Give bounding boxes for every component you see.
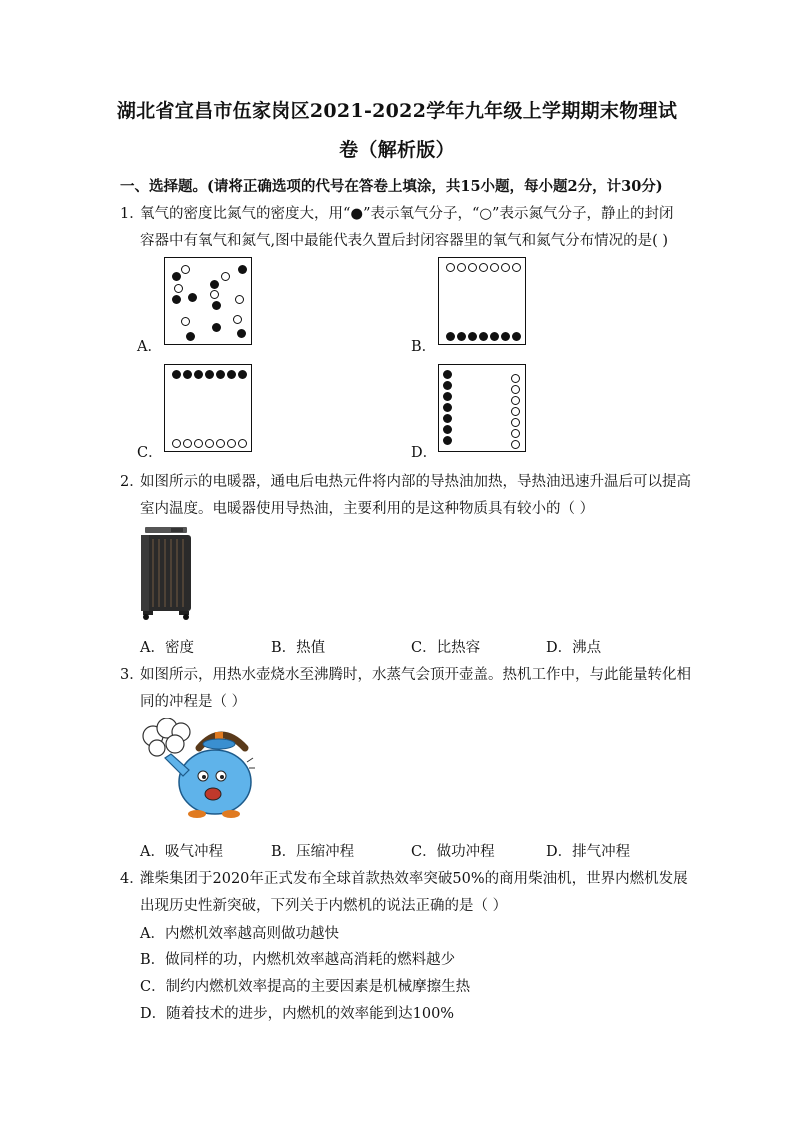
oxygen-molecule — [205, 370, 214, 379]
option-a-diagram — [164, 257, 252, 345]
oxygen-molecule — [238, 370, 247, 379]
question-3-option-b: B．压缩冲程 — [271, 844, 355, 860]
nitrogen-molecule — [501, 263, 510, 272]
question-4-option-a: A．内燃机效率越高则做功越快 — [140, 926, 339, 942]
oxygen-molecule — [172, 295, 181, 304]
nitrogen-molecule — [183, 439, 192, 448]
oxygen-molecule — [210, 280, 219, 289]
question-4-option-c: C．制约内燃机效率提高的主要因素是机械摩擦生热 — [140, 979, 471, 995]
option-c-diagram — [164, 364, 252, 452]
oxygen-molecule — [512, 332, 521, 341]
oxygen-molecule — [172, 272, 181, 281]
question-4-option-d: D．随着技术的进步，内燃机的效率能到达100% — [140, 1006, 455, 1022]
option-d-diagram — [438, 364, 526, 452]
nitrogen-molecule — [205, 439, 214, 448]
question-3-option-a: A．吸气冲程 — [140, 844, 223, 860]
nitrogen-molecule — [511, 440, 520, 449]
nitrogen-molecule — [172, 439, 181, 448]
oxygen-molecule — [501, 332, 510, 341]
document-title-line2: 卷（解析版） — [339, 139, 455, 161]
question-2-option-d: D．沸点 — [546, 640, 602, 656]
nitrogen-molecule — [216, 439, 225, 448]
question-1-option-a-label: A． — [137, 339, 162, 355]
oxygen-molecule — [237, 329, 246, 338]
oxygen-molecule — [443, 381, 452, 390]
question-4-option-b: B．做同样的功，内燃机效率越高消耗的燃料越少 — [140, 952, 456, 968]
section-heading: 一、选择题。(请将正确选项的代号在答卷上填涂，共15小题，每小题2分，计30分) — [120, 178, 663, 195]
nitrogen-molecule — [479, 263, 488, 272]
oxygen-molecule — [446, 332, 455, 341]
question-2-line1: 如图所示的电暖器，通电后电热元件将内部的导热油加热，导热油迅速升温后可以提高 — [140, 474, 691, 490]
oxygen-molecule — [216, 370, 225, 379]
oxygen-molecule — [443, 392, 452, 401]
question-4-line1: 潍柴集团于2020年正式发布全球首款热效率突破50%的商用柴油机，世界内燃机发展 — [140, 871, 688, 887]
question-1-option-d-label: D． — [411, 445, 438, 461]
question-2-option-c: C．比热容 — [411, 640, 481, 656]
nitrogen-molecule — [511, 374, 520, 383]
question-1-line2: 容器中有氧气和氮气,图中最能代表久置后封闭容器里的氧气和氮气分布情况的是( ) — [140, 233, 669, 249]
oxygen-molecule — [457, 332, 466, 341]
oxygen-molecule — [238, 265, 247, 274]
nitrogen-molecule — [511, 418, 520, 427]
nitrogen-molecule — [511, 385, 520, 394]
oxygen-molecule — [490, 332, 499, 341]
nitrogen-molecule — [511, 407, 520, 416]
oxygen-molecule — [188, 293, 197, 302]
nitrogen-molecule — [210, 290, 219, 299]
oxygen-molecule — [227, 370, 236, 379]
nitrogen-molecule — [174, 284, 183, 293]
question-1-option-b-label: B． — [411, 339, 437, 355]
nitrogen-molecule — [227, 439, 236, 448]
oxygen-molecule — [443, 425, 452, 434]
nitrogen-molecule — [468, 263, 477, 272]
nitrogen-molecule — [233, 315, 242, 324]
nitrogen-molecule — [235, 295, 244, 304]
oxygen-molecule — [212, 301, 221, 310]
oil-heater-illustration — [135, 525, 197, 621]
nitrogen-molecule — [238, 439, 247, 448]
question-3-option-d: D．排气冲程 — [546, 844, 631, 860]
question-3-line2: 同的冲程是（ ） — [140, 694, 247, 710]
question-4-line2: 出现历史性新突破，下列关于内燃机的说法正确的是（ ） — [140, 898, 508, 914]
question-3-option-c: C．做功冲程 — [411, 844, 495, 860]
question-1-option-c-label: C． — [137, 445, 163, 461]
oxygen-molecule — [443, 436, 452, 445]
oxygen-molecule — [212, 323, 221, 332]
question-1-number: 1． — [120, 206, 144, 222]
oxygen-molecule — [186, 332, 195, 341]
nitrogen-molecule — [511, 429, 520, 438]
question-3-number: 3． — [120, 667, 144, 683]
document-title-line1: 湖北省宜昌市伍家岗区2021-2022学年九年级上学期期末物理试 — [116, 100, 678, 122]
oxygen-molecule — [183, 370, 192, 379]
question-1-line1: 氧气的密度比氮气的密度大，用“●”表示氧气分子，“○”表示氮气分子，静止的封闭 — [140, 206, 674, 222]
oxygen-molecule — [443, 403, 452, 412]
question-2-option-b: B．热值 — [271, 640, 326, 656]
nitrogen-molecule — [512, 263, 521, 272]
question-2-number: 2． — [120, 474, 144, 490]
oxygen-molecule — [172, 370, 181, 379]
oxygen-molecule — [479, 332, 488, 341]
nitrogen-molecule — [181, 317, 190, 326]
nitrogen-molecule — [194, 439, 203, 448]
nitrogen-molecule — [457, 263, 466, 272]
boiling-kettle-illustration — [135, 718, 257, 822]
nitrogen-molecule — [490, 263, 499, 272]
nitrogen-molecule — [221, 272, 230, 281]
oxygen-molecule — [194, 370, 203, 379]
nitrogen-molecule — [511, 396, 520, 405]
oxygen-molecule — [443, 414, 452, 423]
nitrogen-molecule — [446, 263, 455, 272]
question-2-option-a: A．密度 — [140, 640, 194, 656]
oxygen-molecule — [443, 370, 452, 379]
question-4-number: 4． — [120, 871, 144, 887]
question-2-line2: 室内温度。电暖器使用导热油，主要利用的是这种物质具有较小的（ ） — [140, 501, 595, 517]
nitrogen-molecule — [181, 265, 190, 274]
option-b-diagram — [438, 257, 526, 345]
oxygen-molecule — [468, 332, 477, 341]
question-3-line1: 如图所示，用热水壶烧水至沸腾时，水蒸气会顶开壶盖。热机工作中，与此能量转化相 — [140, 667, 691, 683]
